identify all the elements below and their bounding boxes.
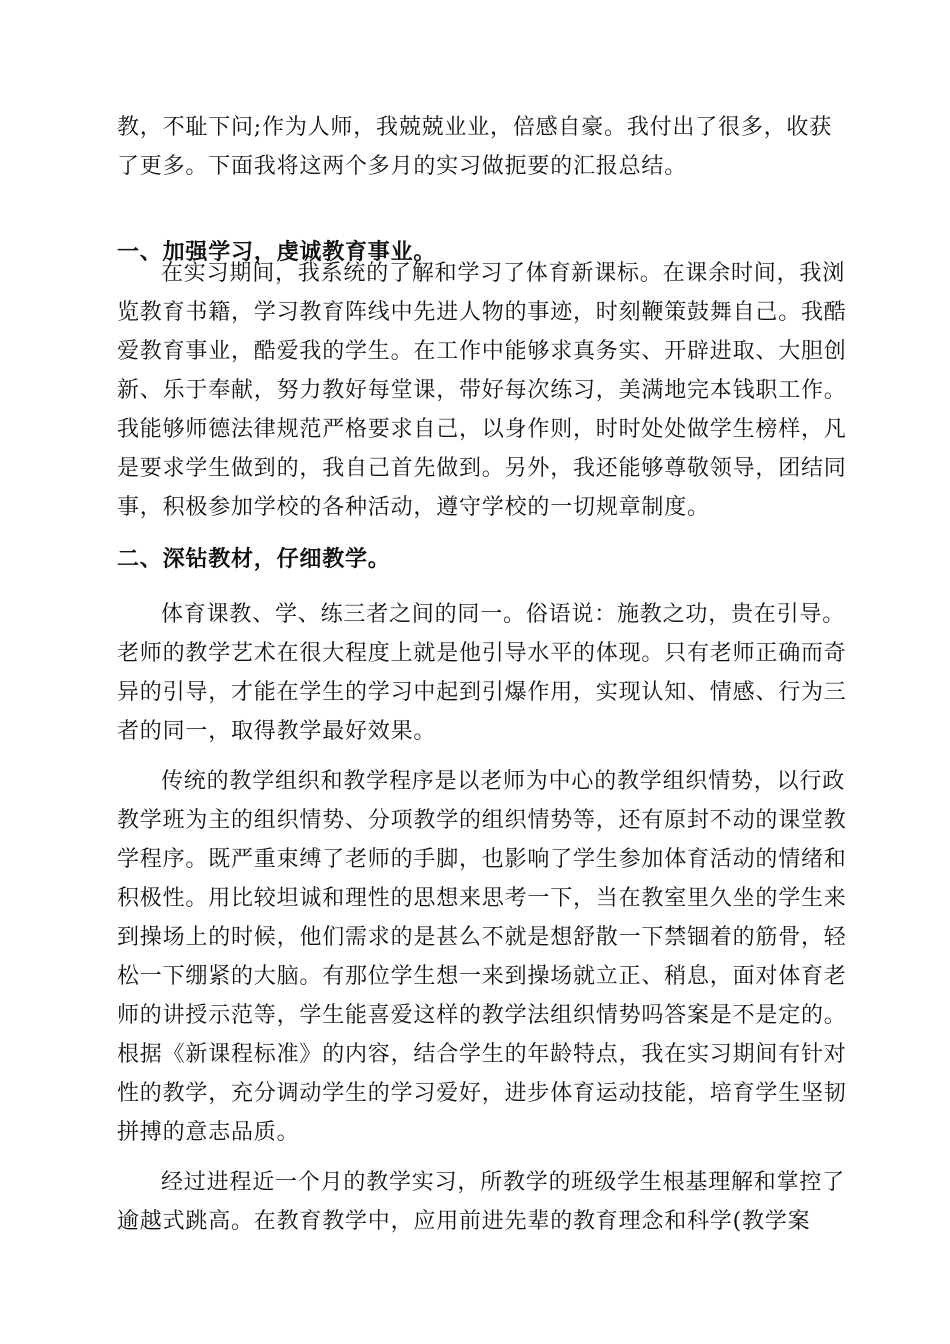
- paragraph-line: 学程序。既严重束缚了老师的手脚，也影响了学生参加体育活动的情绪和: [117, 847, 847, 872]
- paragraph-line: 在实习期间，我系统的了解和学习了体育新课标。在课余时间，我浏: [161, 261, 846, 286]
- paragraph-line: 师的讲授示范等，学生能喜爱这样的教学法组织情势吗答案是不是定的。: [117, 1003, 847, 1028]
- paragraph-line: 老师的教学艺术在很大程度上就是他引导水平的体现。只有老师正确而奇: [117, 641, 847, 666]
- paragraph-line: 教学班为主的组织情势、分项教学的组织情势等，还有原封不动的课堂教: [117, 808, 847, 833]
- paragraph-line: 积极性。用比较坦诚和理性的思想来思考一下，当在教室里久坐的学生来: [117, 886, 847, 911]
- paragraph-line: 教，不耻下问;作为人师，我兢兢业业，倍感自豪。我付出了很多，收获: [117, 115, 833, 140]
- paragraph-line: 拼搏的意志品质。: [117, 1120, 300, 1145]
- paragraph-line: 事，积极参加学校的各种活动，遵守学校的一切规章制度。: [117, 495, 710, 520]
- paragraph-line: 到操场上的时候，他们需求的是甚么不就是想舒散一下禁锢着的筋骨，轻: [117, 925, 847, 950]
- paragraph-line: 览教育书籍，学习教育阵线中先进人物的事迹，时刻鞭策鼓舞自己。我酷: [117, 300, 847, 325]
- paragraph-line: 性的教学，充分调动学生的学习爱好，进步体育运动技能，培育学生坚韧: [117, 1081, 847, 1106]
- paragraph-line: 了更多。下面我将这两个多月的实习做扼要的汇报总结。: [117, 154, 688, 179]
- paragraph-line: 爱教育事业，酷爱我的学生。在工作中能够求真务实、开辟进取、大胆创: [117, 339, 847, 364]
- paragraph-line: 体育课教、学、练三者之间的同一。俗语说：施教之功，贵在引导。: [161, 602, 846, 627]
- paragraph-line: 逾越式跳高。在教育教学中，应用前进先辈的教育理念和科学(教学案: [117, 1209, 811, 1234]
- paragraph-line: 传统的教学组织和教学程序是以老师为中心的教学组织情势，以行政: [161, 769, 846, 794]
- section-heading: 二、深钻教材，仔细教学。: [117, 546, 391, 572]
- paragraph-line: 新、乐于奉献，努力教好每堂课，带好每次练习，美满地完本钱职工作。: [117, 378, 847, 403]
- paragraph-line: 是要求学生做到的，我自己首先做到。另外，我还能够尊敬领导，团结同: [117, 456, 847, 481]
- paragraph-line: 根据《新课程标准》的内容，结合学生的年龄特点，我在实习期间有针对: [117, 1042, 847, 1067]
- paragraph-line: 者的同一，取得教学最好效果。: [117, 719, 437, 744]
- paragraph-line: 经过进程近一个月的教学实习，所教学的班级学生根基理解和掌控了: [161, 1170, 846, 1195]
- paragraph-line: 松一下绷紧的大脑。有那位学生想一来到操场就立正、稍息，面对体育老: [117, 964, 847, 989]
- paragraph-line: 我能够师德法律规范严格要求自己，以身作则，时时处处做学生榜样，凡: [117, 417, 847, 442]
- paragraph-line: 异的引导，才能在学生的学习中起到引爆作用，实现认知、情感、行为三: [117, 680, 847, 705]
- section-heading: 一、加强学习，虔诚教育事业。: [117, 239, 437, 265]
